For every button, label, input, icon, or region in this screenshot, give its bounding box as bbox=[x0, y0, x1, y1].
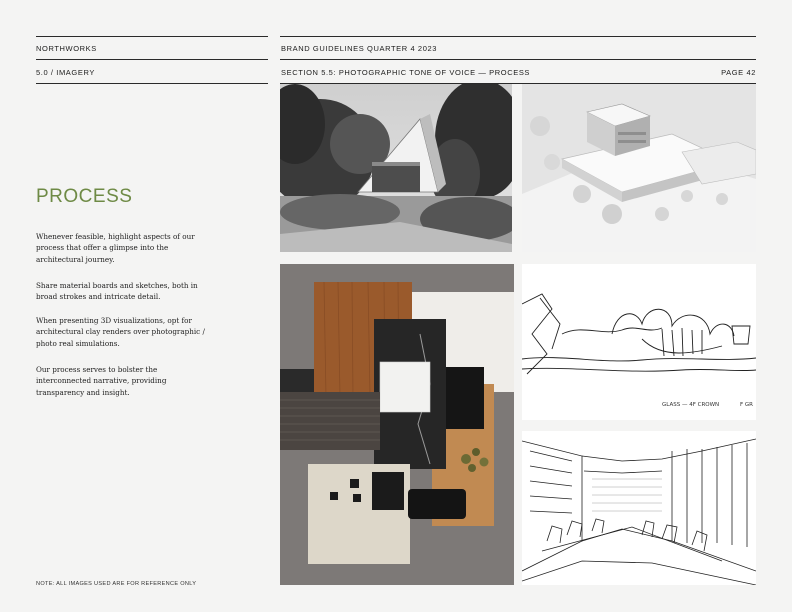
clay-model-render bbox=[522, 84, 756, 252]
header-rule-bottom-left bbox=[36, 83, 268, 84]
header-rule-middle-left bbox=[36, 59, 268, 60]
material-board-photo bbox=[280, 264, 514, 585]
header-rule-middle-right bbox=[280, 59, 756, 60]
header-rule-top-right bbox=[280, 36, 756, 37]
paragraph-4: Our process serves to bolster the interconnected narrative, providing transparency and insight. bbox=[36, 365, 167, 397]
header-rule-top-left bbox=[36, 36, 268, 37]
paragraph-2: Share material boards and sketches, both in broad strokes and intricate detail. bbox=[36, 281, 198, 302]
interior-sketch bbox=[522, 431, 756, 585]
brand-name: NORTHWORKS bbox=[36, 44, 97, 53]
paragraph-1: Whenever feasible, highlight aspects of our process that offer a glimpse into the architectural journey. bbox=[36, 232, 195, 264]
page-title: PROCESS bbox=[36, 186, 133, 207]
reference-note: NOTE: ALL IMAGES USED ARE FOR REFERENCE ONLY bbox=[36, 581, 197, 587]
house-photo bbox=[280, 84, 512, 252]
svg-text:F GR: F GR bbox=[740, 402, 753, 408]
landscape-sketch bbox=[522, 264, 756, 420]
svg-text:GLASS — 4F CROWN: GLASS — 4F CROWN bbox=[662, 402, 720, 408]
section-title: SECTION 5.5: PHOTOGRAPHIC TONE OF VOICE — PROCESS bbox=[281, 68, 531, 77]
section-number: 5.0 / IMAGERY bbox=[36, 68, 95, 77]
document-title: BRAND GUIDELINES QUARTER 4 2023 bbox=[281, 44, 438, 53]
page-number: PAGE 42 bbox=[721, 68, 756, 77]
paragraph-3: When presenting 3D visualizations, opt for architectural clay renders over photographic / photo real simulations. bbox=[36, 316, 205, 348]
